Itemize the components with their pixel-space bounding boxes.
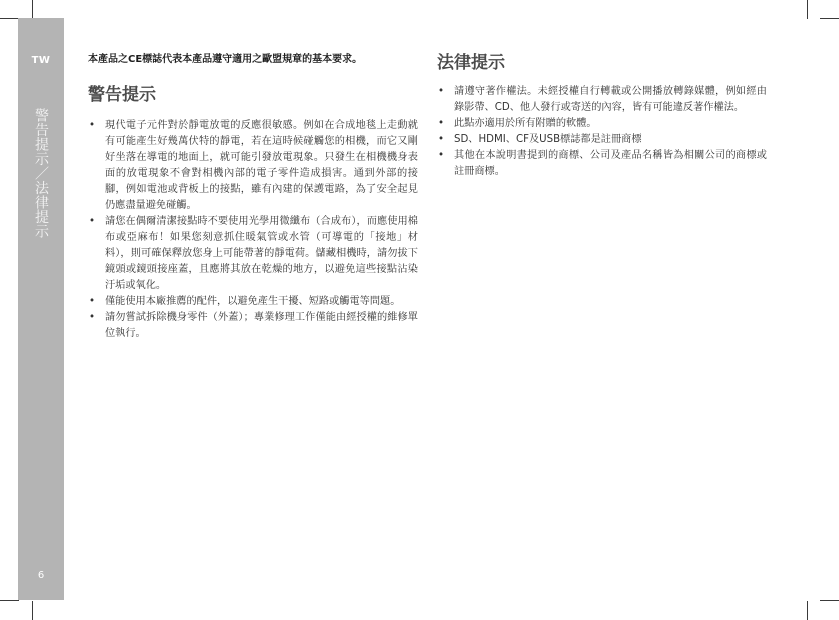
list-item: [88, 294, 418, 310]
list-item: [437, 132, 767, 148]
bullet-icon: •: [89, 216, 96, 227]
sidebar: [18, 18, 64, 600]
crop-mark: [0, 600, 19, 601]
list-item: [437, 148, 767, 180]
bullet-icon: •: [89, 296, 96, 307]
bullet-icon: •: [438, 86, 445, 97]
section-title-vertical: 警告提示／法律提示: [33, 108, 49, 239]
list-item-text: 現代電子元件對於靜電放電的反應很敏感。例如在合成地毯上走動就有可能產生好幾萬伏特的靜電，若在這時候碰觸您的相機，而它又剛好坐落在導電的地面上，就可能引發放電現象。只發生在相機機身表面的放電現象不會對相機內部的電子零件造成損害。通到外部的接腳，例如電池或背板上的接點，雖有內建的保護電路，為了安全起見仍應盡量避免碰觸。: [105, 120, 418, 211]
legal-heading: 法律提示: [437, 53, 505, 73]
bullet-icon: •: [89, 312, 96, 323]
bullet-icon: •: [438, 150, 445, 161]
crop-mark: [0, 18, 19, 19]
bullet-icon: •: [89, 120, 96, 131]
list-item: [88, 118, 418, 214]
list-item-text: SD、HDMI、CF及USB標誌都是註冊商標: [454, 134, 642, 145]
right-column: [437, 52, 767, 180]
list-item: [88, 214, 418, 294]
language-code: TW: [31, 55, 51, 66]
crop-mark: [820, 600, 839, 601]
list-item-text: 請遵守著作權法。未經授權自行轉載或公開播放轉錄媒體，例如經由錄影帶、CD、他人發行或寄送的內容，皆有可能違反著作權法。: [454, 86, 767, 113]
crop-mark: [807, 0, 808, 19]
list-item: [437, 84, 767, 116]
list-item-text: 此點亦適用於所有附贈的軟體。: [454, 118, 597, 129]
crop-mark: [807, 601, 808, 620]
warning-list: [88, 118, 418, 342]
page-number: 6: [37, 570, 45, 581]
bullet-icon: •: [438, 118, 445, 129]
ce-note: 本產品之CE標誌代表本產品遵守適用之歐盟規章的基本要求。: [88, 54, 363, 65]
list-item: [88, 310, 418, 342]
list-item-text: 僅能使用本廠推薦的配件，以避免產生干擾、短路或觸電等問題。: [105, 296, 401, 307]
left-column: [88, 52, 418, 342]
list-item-text: 其他在本說明書提到的商標、公司及產品名稱皆為相關公司的商標或註冊商標。: [454, 150, 767, 177]
crop-mark: [820, 18, 839, 19]
list-item-text: 請勿嘗試拆除機身零件（外蓋）；專業修理工作僅能由經授權的維修單位執行。: [105, 312, 418, 339]
legal-list: [437, 84, 767, 180]
list-item-text: 請您在偶爾清潔接點時不要使用光學用微纖布（合成布），而應使用棉布或亞麻布！如果您刻意抓住暖氣管或水管（可導電的「接地」材料），則可確保釋放您身上可能帶著的靜電荷。儲藏相機時，請勿拔下鏡頭或鏡頭接座蓋，且應將其放在乾燥的地方，以避免這些接點沾染汙垢或氧化。: [105, 216, 418, 291]
bullet-icon: •: [438, 134, 445, 145]
crop-mark: [32, 0, 33, 19]
crop-mark: [32, 601, 33, 620]
warning-heading: 警告提示: [88, 85, 156, 105]
list-item: [437, 116, 767, 132]
